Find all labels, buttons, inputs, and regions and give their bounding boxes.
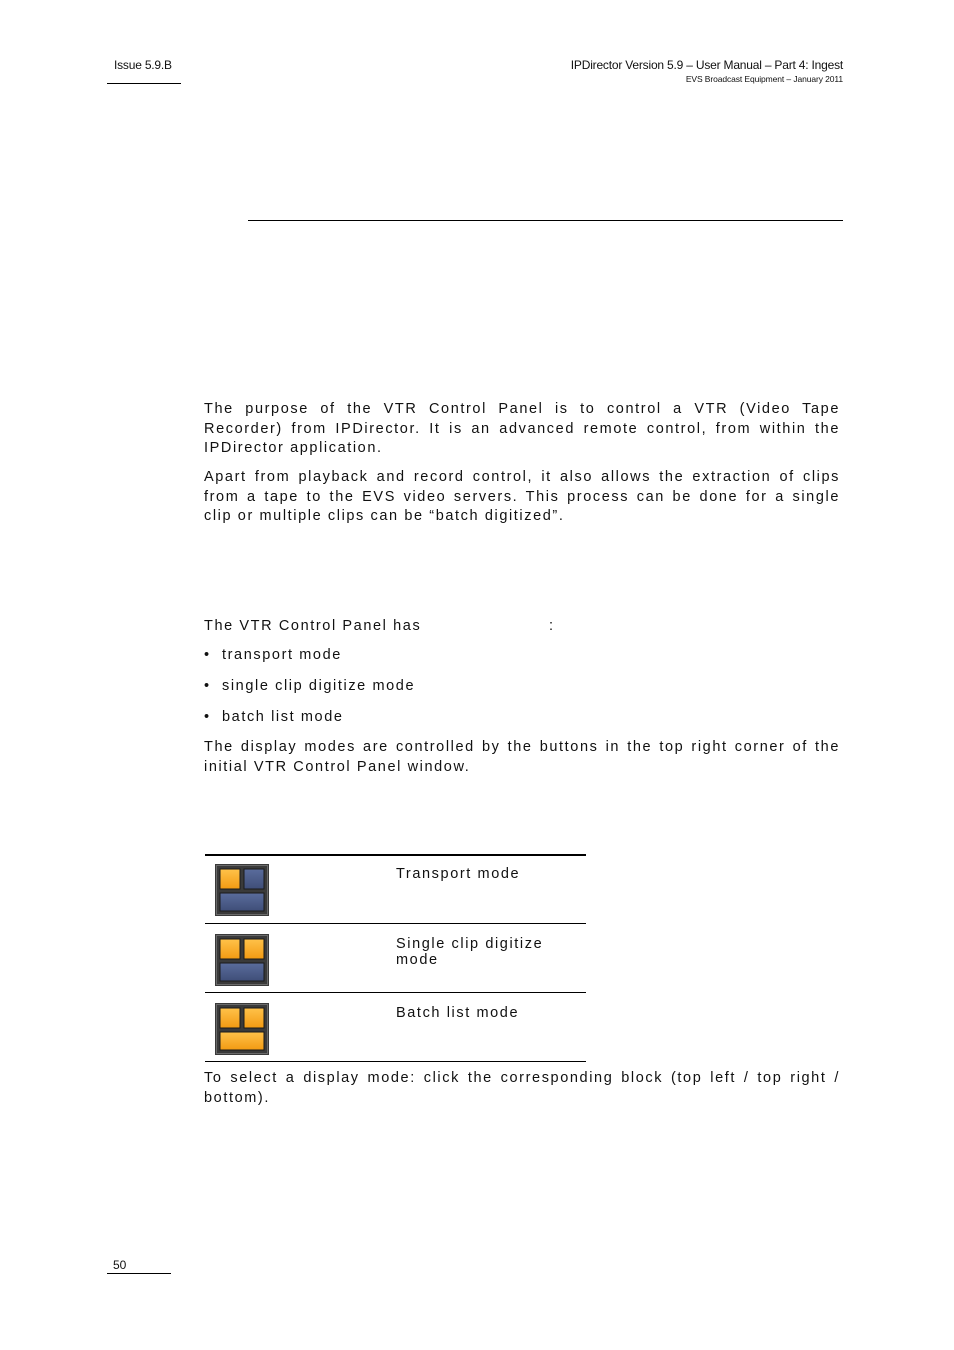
icon-cell [205,854,396,923]
single-clip-digitize-mode-icon[interactable] [215,934,269,986]
issue-label: Issue 5.9.B [114,58,172,72]
bullet-icon: • [204,678,211,694]
table-row [205,854,586,923]
bullet-text: transport mode [222,647,342,663]
bullet-text: single clip digitize mode [222,678,416,694]
modes-lead-colon: : [549,618,555,634]
intro-paragraph-2: Apart from playback and record control, it also allows the extraction of clips from a tape to the EVS video servers. This process can be done for a single clip or multiple clips can be “batch digitized”. [204,469,840,524]
mode-label-single-clip: Single clip digitize mode [396,923,586,992]
modes-lead-text: The VTR Control Panel has [204,618,422,634]
modes-paragraph: The display modes are controlled by the buttons in the top right corner of the initial VTR Control Panel window. [204,739,840,775]
transport-mode-icon[interactable] [215,864,269,916]
bullet-icon: • [204,709,211,725]
icon-cell [205,923,396,992]
bullet-item-transport [204,647,342,663]
mode-label-transport: Transport mode [396,854,586,923]
batch-list-mode-icon[interactable] [215,1003,269,1055]
icon-cell [205,992,396,1061]
table-row [205,923,586,992]
header-left-rule [107,83,181,84]
table-row [205,992,586,1061]
bullet-item-batch-list [204,709,344,725]
bullet-text: batch list mode [222,709,344,725]
document-title: IPDirector Version 5.9 – User Manual – Part 4: Ingest [570,58,843,72]
display-modes-table [205,854,586,1062]
bullet-item-single-clip [204,678,415,694]
section-rule [248,220,843,221]
intro-paragraph-1: The purpose of the VTR Control Panel is to control a VTR (Video Tape Recorder) from IPDirector. It is an advanced remote control, from within the IPDirector application. [204,401,840,456]
page-number: 50 [113,1258,127,1272]
select-instruction: To select a display mode: click the corresponding block (top left / top right / bottom). [204,1070,840,1106]
bullet-icon: • [204,647,211,663]
footer-rule [107,1273,171,1274]
document-subtitle: EVS Broadcast Equipment – January 2011 [685,74,843,84]
mode-label-batch-list: Batch list mode [396,992,586,1061]
